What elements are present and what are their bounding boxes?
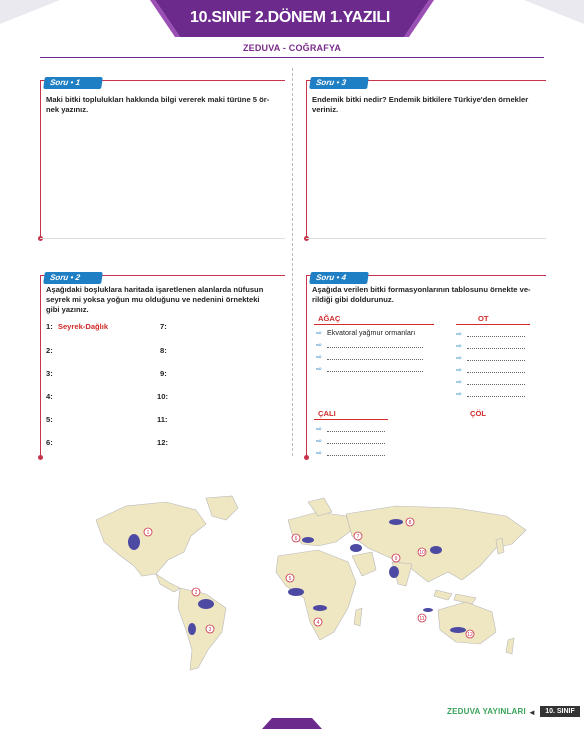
q2-row-1 xyxy=(46,322,108,331)
agac-item-3[interactable] xyxy=(316,353,423,361)
q2-example-answer: Seyrek-Dağlık xyxy=(57,322,109,331)
agac-example: Ekvatoral yağmur ormanları xyxy=(327,328,416,337)
q2-row-label: 1: xyxy=(46,322,53,331)
q3-line: veriniz. xyxy=(312,105,339,114)
category-ot-rule xyxy=(456,324,530,325)
q1-line: Maki bitki toplulukları hakkında bilgi vererek maki türüne 5 ör- xyxy=(46,95,270,104)
q2-label: Soru • 2 xyxy=(43,272,103,284)
ot-item-5[interactable] xyxy=(456,378,525,386)
arrow-icon: ⇨ xyxy=(456,391,462,398)
cali-item-3[interactable] xyxy=(316,449,385,457)
q1-label: Soru • 1 xyxy=(43,77,103,89)
map-marker-1: 1 xyxy=(146,530,150,536)
grade-tag: 10. SINIF xyxy=(540,706,580,717)
q2-line: Aşağıdaki boşluklara haritada işaretlenen alanlarda nüfusun xyxy=(46,285,264,294)
map-marker-4: 4 xyxy=(316,620,320,626)
blank-line[interactable] xyxy=(467,367,525,373)
q2-row-7: 7: xyxy=(160,322,167,331)
map-marker-6: 6 xyxy=(294,536,298,542)
q2-side-rule xyxy=(40,275,41,457)
q2-row-10: 10: xyxy=(157,392,168,401)
q1-side-rule xyxy=(40,80,41,238)
q4-label: Soru • 4 xyxy=(309,272,369,284)
category-col-title: ÇÖL xyxy=(470,409,487,418)
q1-line: nek yazınız. xyxy=(46,105,89,114)
arrow-icon: ⇨ xyxy=(316,366,322,373)
blank-line[interactable] xyxy=(327,366,423,372)
q2-line: gibi yazınız. xyxy=(46,305,89,314)
footer-brand: ZEDUVA YAYINLARI xyxy=(447,707,526,716)
q4-line: Aşağıda verilen bitki formasyonlarının tablosunu örnekte ve- xyxy=(312,285,531,294)
q3-label: Soru • 3 xyxy=(309,77,369,89)
q2-row-12: 12: xyxy=(157,438,168,447)
cali-item-1[interactable] xyxy=(316,425,385,433)
arrow-icon: ⇨ xyxy=(456,331,462,338)
q2-row-8: 8: xyxy=(160,346,167,355)
q3-bottom-rule xyxy=(306,238,546,239)
category-agac-title: AĞAÇ xyxy=(318,314,341,323)
q2-end-dot xyxy=(38,455,43,460)
arrow-icon: ⇨ xyxy=(316,450,322,457)
footer-arrow-icon: ◄ xyxy=(528,708,536,717)
q1-text xyxy=(46,95,286,115)
agac-item-2[interactable] xyxy=(316,341,423,349)
category-ot-title: OT xyxy=(478,314,489,323)
map-marker-3: 3 xyxy=(208,627,212,633)
q2-row-11: 11: xyxy=(157,415,168,424)
cali-item-2[interactable] xyxy=(316,437,385,445)
arrow-icon: ⇨ xyxy=(316,329,322,337)
blank-line[interactable] xyxy=(327,450,385,456)
bottom-tab xyxy=(262,718,322,729)
map-marker-2: 2 xyxy=(194,590,198,596)
arrow-icon: ⇨ xyxy=(456,379,462,386)
q2-row-9: 9: xyxy=(160,369,167,378)
map-marker-11: 11 xyxy=(419,616,425,622)
arrow-icon: ⇨ xyxy=(456,367,462,374)
q3-line: Endemik bitki nedir? Endemik bitkilere Türkiye'den örnekler xyxy=(312,95,529,104)
q2-row-3: 3: xyxy=(46,369,53,378)
map-marker-5: 5 xyxy=(288,576,292,582)
map-marker-8: 8 xyxy=(408,520,412,526)
q2-row-6: 6: xyxy=(46,438,53,447)
arrow-icon: ⇨ xyxy=(316,438,322,445)
map-marker-10: 10 xyxy=(419,550,425,556)
q2-row-2: 2: xyxy=(46,346,53,355)
blank-line[interactable] xyxy=(467,391,525,397)
blank-line[interactable] xyxy=(467,343,525,349)
world-map xyxy=(56,490,536,680)
ot-item-3[interactable] xyxy=(456,354,525,362)
q2-row-4: 4: xyxy=(46,392,53,401)
q4-side-rule xyxy=(306,275,307,457)
ot-item-2[interactable] xyxy=(456,342,525,350)
q3-text xyxy=(312,95,552,115)
blank-line[interactable] xyxy=(467,379,525,385)
blank-line[interactable] xyxy=(327,426,385,432)
category-cali-rule xyxy=(314,419,388,420)
map-marker-9: 9 xyxy=(394,556,398,562)
exam-subtitle: ZEDUVA - COĞRAFYA xyxy=(242,43,342,53)
agac-item-1 xyxy=(316,328,415,337)
q4-text xyxy=(312,285,552,305)
category-agac-rule xyxy=(314,324,434,325)
arrow-icon: ⇨ xyxy=(316,342,322,349)
ot-item-6[interactable] xyxy=(456,390,525,398)
arrow-icon: ⇨ xyxy=(316,354,322,361)
subtitle-rule xyxy=(40,57,544,58)
q2-row-5: 5: xyxy=(46,415,53,424)
map-marker-7: 7 xyxy=(356,534,360,540)
q4-end-dot xyxy=(304,455,309,460)
q2-text xyxy=(46,285,286,315)
blank-line[interactable] xyxy=(327,438,385,444)
q2-line: seyrek mi yoksa yoğun mu olduğunu ve nedenini örnekteki xyxy=(46,295,260,304)
blank-line[interactable] xyxy=(327,342,423,348)
ot-item-1[interactable] xyxy=(456,330,525,338)
blank-line[interactable] xyxy=(467,355,525,361)
arrow-icon: ⇨ xyxy=(456,343,462,350)
blank-line[interactable] xyxy=(327,354,423,360)
agac-item-4[interactable] xyxy=(316,365,423,373)
q3-side-rule xyxy=(306,80,307,238)
q4-line: rildiği gibi doldurunuz. xyxy=(312,295,394,304)
blank-line[interactable] xyxy=(467,331,525,337)
map-marker-12: 12 xyxy=(467,632,473,638)
q1-bottom-rule xyxy=(40,238,285,239)
arrow-icon: ⇨ xyxy=(456,355,462,362)
column-divider xyxy=(292,68,293,456)
category-cali-title: ÇALI xyxy=(318,409,336,418)
ot-item-4[interactable] xyxy=(456,366,525,374)
arrow-icon: ⇨ xyxy=(316,426,322,433)
exam-title: 10.SINIF 2.DÖNEM 1.YAZILI xyxy=(190,9,390,26)
